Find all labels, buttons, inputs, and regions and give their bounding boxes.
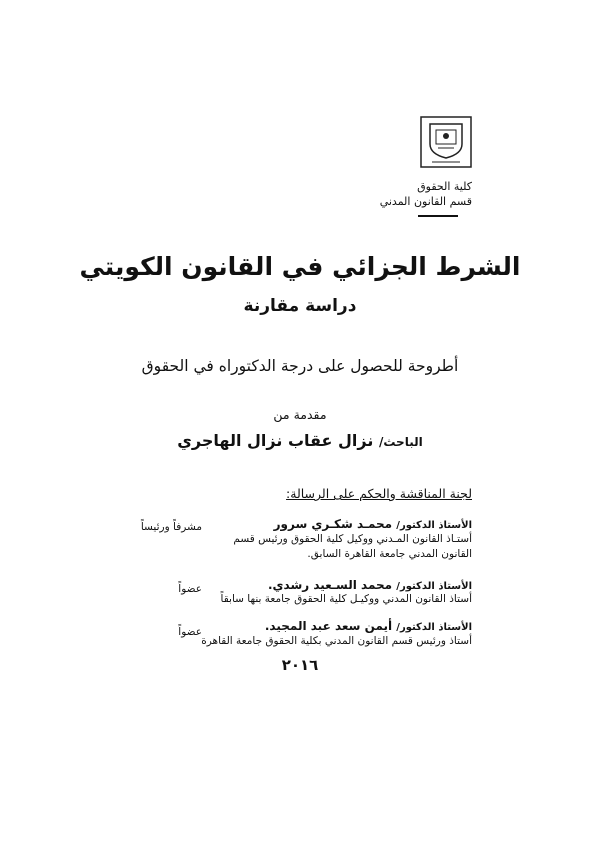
- year: ٢٠١٦: [281, 656, 319, 674]
- university-crest-icon: [418, 114, 474, 170]
- committee-member-role: عضواً: [178, 583, 202, 595]
- researcher: [0, 430, 600, 453]
- department-name: قسم القانون المدني: [379, 195, 472, 208]
- header-divider: [418, 215, 458, 217]
- member-name: محمد السـعيد رشدي.: [267, 578, 393, 592]
- committee-member-description: أستاذ ورئيس قسم القانون المدني بكلية الحقوق جامعة القاهرة: [201, 635, 472, 647]
- thesis-purpose: أطروحة للحصول على درجة الدكتوراه في الحقوق: [141, 357, 459, 375]
- committee-member-role: مشرفاً ورئيساً: [140, 521, 202, 533]
- member-title: الأستاذ الدكتور/: [396, 581, 472, 592]
- committee-member-description: أستاذ القانون المدني ووكيـل كلية الحقوق جامعة بنها سابقاً: [220, 593, 472, 605]
- faculty-name: كلية الحقوق: [417, 180, 472, 193]
- committee-member-role: عضواً: [178, 626, 202, 638]
- thesis-subtitle: دراسة مقارنة: [243, 296, 357, 316]
- committee-heading: لجنة المناقشة والحكم على الرسالة:: [286, 486, 472, 501]
- thesis-title: الشرط الجزائي في القانون الكويتي: [79, 252, 521, 281]
- member-name: أيمن سعد عبد المجيد.: [264, 619, 393, 633]
- member-name: محمـد شكـري سرور: [273, 517, 393, 531]
- researcher-label: الباحث/: [378, 435, 423, 449]
- researcher-name: نزال عقاب نزال الهاجري: [177, 431, 374, 450]
- member-title: الأستاذ الدكتور/: [396, 520, 472, 531]
- committee-member-description: أستـاذ القانون المـدني ووكيل كلية الحقوق ورئيس قسم القانون المدني جامعة القاهرة السابق.: [233, 533, 472, 560]
- submitted-by-label: مقدمة من: [273, 407, 327, 422]
- member-title: الأستاذ الدكتور/: [396, 622, 472, 633]
